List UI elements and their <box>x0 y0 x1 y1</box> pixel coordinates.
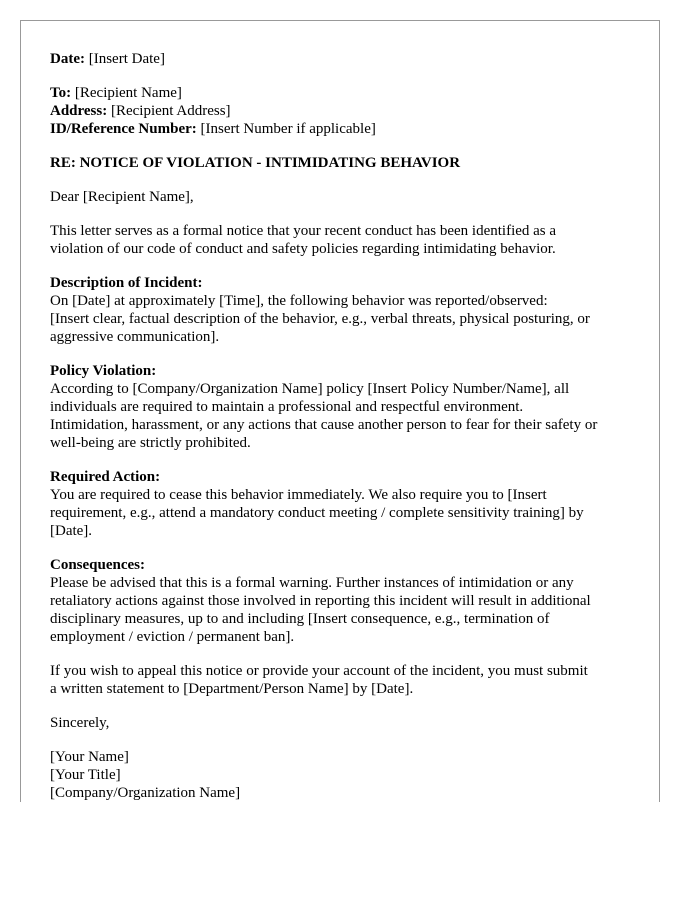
policy-section <box>50 362 640 452</box>
letter-body <box>50 50 640 802</box>
action-line: requirement, e.g., attend a mandatory conduct meeting / complete sensitivity training] by <box>50 505 584 521</box>
to-line <box>50 84 640 102</box>
action-section <box>50 468 640 540</box>
intro-line: This letter serves as a formal notice that your recent conduct has been identified as a <box>50 223 557 239</box>
incident-title: Description of Incident: <box>50 275 203 291</box>
action-line: You are required to cease this behavior immediately. We also require you to [Insert <box>50 487 547 503</box>
appeal-line: If you wish to appeal this notice or provide your account of the incident, you must submit <box>50 663 588 679</box>
subject-block <box>50 154 640 172</box>
address-label: Address: <box>50 103 108 119</box>
closing: Sincerely, <box>50 715 110 731</box>
appeal-paragraph <box>50 662 640 698</box>
recipient-block <box>50 84 640 138</box>
incident-line: On [Date] at approximately [Time], the following behavior was reported/observed: <box>50 293 548 309</box>
letter-page <box>20 20 660 802</box>
signature-organization: [Company/Organization Name] <box>50 785 241 801</box>
consequences-title: Consequences: <box>50 557 146 573</box>
intro-paragraph <box>50 222 640 258</box>
id-value: [Insert Number if applicable] <box>196 121 376 137</box>
consequences-section <box>50 556 640 646</box>
action-title: Required Action: <box>50 469 161 485</box>
signature-block <box>50 748 640 802</box>
policy-line: Intimidation, harassment, or any actions that cause another person to fear for their safety or <box>50 417 598 433</box>
action-line: [Date]. <box>50 523 93 539</box>
to-label: To: <box>50 85 72 101</box>
signature-name: [Your Name] <box>50 749 129 765</box>
date-label: Date: <box>50 51 85 67</box>
salutation-block <box>50 188 640 206</box>
incident-section <box>50 274 640 346</box>
signature-title: [Your Title] <box>50 767 121 783</box>
date-block <box>50 50 640 68</box>
id-line <box>50 120 640 138</box>
date-line <box>50 50 640 68</box>
date-value: [Insert Date] <box>84 51 165 67</box>
policy-line: According to [Company/Organization Name] policy [Insert Policy Number/Name], all <box>50 381 570 397</box>
consequences-line: retaliatory actions against those involved in reporting this incident will result in additional <box>50 593 591 609</box>
to-value: [Recipient Name] <box>71 85 182 101</box>
address-line <box>50 102 640 120</box>
policy-line: well-being are strictly prohibited. <box>50 435 251 451</box>
policy-line: individuals are required to maintain a professional and respectful environment. <box>50 399 524 415</box>
consequences-line: disciplinary measures, up to and including [Insert consequence, e.g., termination of <box>50 611 550 627</box>
address-value: [Recipient Address] <box>107 103 231 119</box>
appeal-line: a written statement to [Department/Person Name] by [Date]. <box>50 681 414 697</box>
subject-line: RE: NOTICE OF VIOLATION - INTIMIDATING BEHAVIOR <box>50 155 461 171</box>
closing-block <box>50 714 640 732</box>
intro-line: violation of our code of conduct and safety policies regarding intimidating behavior. <box>50 241 556 257</box>
consequences-line: employment / eviction / permanent ban]. <box>50 629 295 645</box>
incident-line: [Insert clear, factual description of the behavior, e.g., verbal threats, physical posturing, or <box>50 311 590 327</box>
salutation: Dear [Recipient Name], <box>50 189 194 205</box>
consequences-line: Please be advised that this is a formal warning. Further instances of intimidation or any <box>50 575 574 591</box>
policy-title: Policy Violation: <box>50 363 157 379</box>
incident-line: aggressive communication]. <box>50 329 220 345</box>
id-label: ID/Reference Number: <box>50 121 197 137</box>
